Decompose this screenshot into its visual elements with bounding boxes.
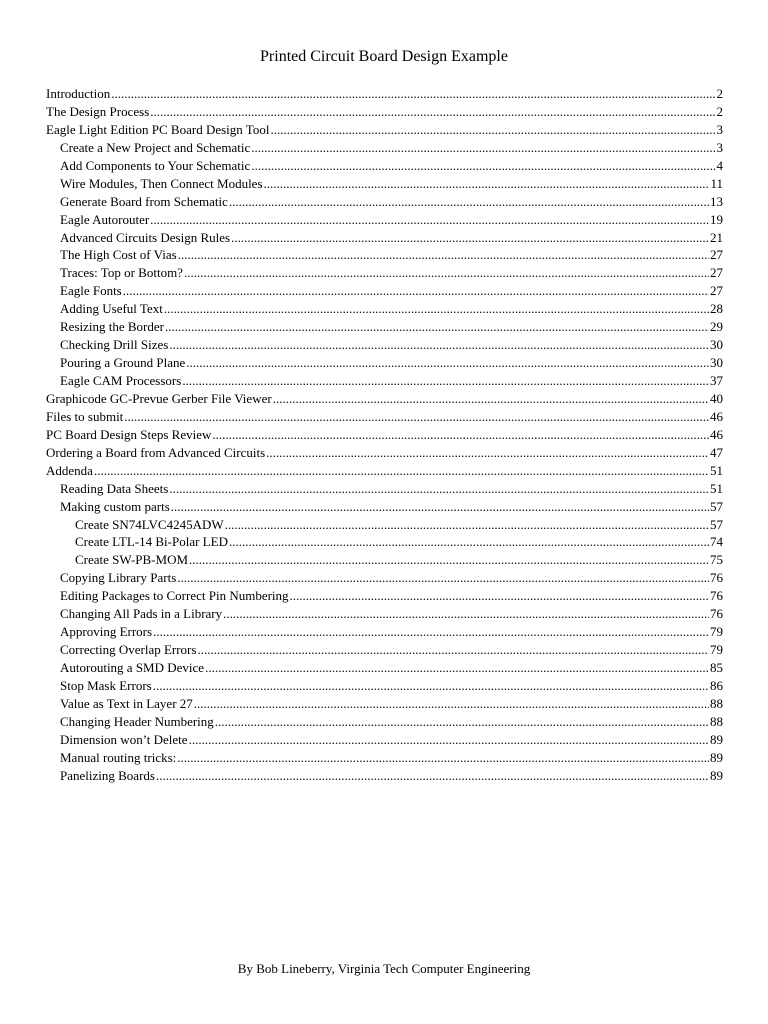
- toc-entry-title: Ordering a Board from Advanced Circuits: [46, 444, 266, 460]
- toc-dot-leader: [194, 695, 709, 713]
- toc-entry[interactable]: [46, 480, 723, 498]
- toc-entry[interactable]: [46, 408, 723, 426]
- toc-entry[interactable]: [46, 229, 723, 247]
- toc-entry-page: 74: [710, 534, 723, 550]
- toc-entry-title: Pouring a Ground Plane: [60, 355, 186, 371]
- toc-entry[interactable]: [46, 282, 723, 300]
- toc-dot-leader: [189, 731, 709, 749]
- toc-dot-leader: [150, 103, 715, 121]
- toc-dot-leader: [177, 569, 709, 587]
- toc-dot-leader: [169, 480, 709, 498]
- toc-entry[interactable]: [46, 641, 723, 659]
- toc-dot-leader: [124, 408, 709, 426]
- toc-entry-page: 27: [710, 247, 723, 263]
- toc-entry-page: 3: [716, 139, 723, 155]
- toc-entry-page: 79: [710, 624, 723, 640]
- toc-entry-page: 47: [710, 444, 723, 460]
- toc-entry-title: Dimension won’t Delete: [60, 731, 188, 747]
- toc-entry[interactable]: [46, 300, 723, 318]
- toc-entry-page: 30: [710, 355, 723, 371]
- toc-entry-title: Create LTL-14 Bi-Polar LED: [75, 534, 228, 550]
- toc-dot-leader: [251, 139, 715, 157]
- toc-dot-leader: [94, 462, 709, 480]
- toc-dot-leader: [150, 211, 709, 229]
- toc-entry-title: The Design Process: [46, 103, 150, 119]
- toc-dot-leader: [273, 390, 709, 408]
- toc-entry-title: Changing All Pads in a Library: [60, 606, 223, 622]
- toc-entry-title: Making custom parts: [60, 498, 170, 514]
- toc-dot-leader: [266, 444, 709, 462]
- toc-entry[interactable]: [46, 193, 723, 211]
- toc-dot-leader: [164, 300, 709, 318]
- toc-dot-leader: [251, 157, 715, 175]
- toc-entry-title: Eagle CAM Processors: [60, 373, 182, 388]
- toc-entry-title: Manual routing tricks:: [60, 749, 177, 765]
- toc-entry-title: Add Components to Your Schematic: [60, 157, 251, 173]
- toc-entry-title: Stop Mask Errors: [60, 677, 152, 693]
- toc-dot-leader: [215, 713, 709, 731]
- toc-entry-page: 37: [710, 373, 723, 388]
- toc-entry-page: 57: [710, 498, 723, 514]
- toc-entry[interactable]: [46, 336, 723, 354]
- toc-entry-title: Approving Errors: [60, 624, 153, 640]
- toc-entry[interactable]: [46, 390, 723, 408]
- toc-dot-leader: [270, 121, 715, 139]
- toc-entry-title: Eagle Autorouter: [60, 211, 150, 227]
- toc-entry-title: Reading Data Sheets: [60, 480, 169, 496]
- toc-entry-page: 86: [710, 677, 723, 693]
- toc-entry[interactable]: [46, 121, 723, 139]
- toc-entry-title: PC Board Design Steps Review: [46, 426, 212, 442]
- toc-entry-page: 85: [710, 660, 723, 675]
- toc-entry-title: Changing Header Numbering: [60, 713, 214, 729]
- toc-dot-leader: [171, 498, 709, 516]
- toc-dot-leader: [165, 318, 709, 336]
- toc-entry[interactable]: [46, 713, 723, 731]
- toc-entry-title: Autorouting a SMD Device: [60, 660, 205, 675]
- toc-dot-leader: [197, 641, 709, 659]
- toc-entry-page: 89: [710, 767, 723, 783]
- toc-dot-leader: [111, 85, 715, 103]
- toc-dot-leader: [153, 677, 709, 695]
- toc-dot-leader: [177, 749, 709, 767]
- toc-entry[interactable]: [46, 157, 723, 175]
- toc-entry-title: Copying Library Parts: [60, 570, 177, 586]
- toc-entry[interactable]: [46, 749, 723, 767]
- toc-entry[interactable]: [46, 677, 723, 695]
- toc-entry-title: Introduction: [46, 86, 111, 101]
- toc-entry[interactable]: [46, 731, 723, 749]
- toc-entry[interactable]: [46, 264, 723, 282]
- toc-dot-leader: [186, 354, 709, 372]
- toc-entry-page: 76: [710, 588, 723, 604]
- toc-entry[interactable]: [46, 659, 723, 677]
- toc-entry-title: Eagle Fonts: [60, 283, 122, 299]
- toc-dot-leader: [182, 372, 709, 390]
- toc-entry[interactable]: [46, 175, 723, 193]
- toc-entry-title: Addenda: [46, 462, 93, 478]
- toc-dot-leader: [231, 229, 709, 247]
- toc-entry-title: Traces: Top or Bottom?: [60, 265, 183, 281]
- toc-entry-page: 11: [710, 175, 723, 191]
- toc-entry-page: 76: [710, 570, 723, 586]
- page-title: Printed Circuit Board Design Example: [260, 48, 508, 65]
- toc-entry[interactable]: [46, 516, 723, 534]
- toc-entry-page: 2: [716, 86, 723, 101]
- toc-entry-title: Adding Useful Text: [60, 301, 163, 317]
- toc-entry-page: 4: [716, 157, 723, 173]
- toc-entry[interactable]: [46, 211, 723, 229]
- toc-entry-page: 19: [710, 211, 723, 227]
- toc-entry[interactable]: [46, 444, 723, 462]
- toc-dot-leader: [212, 426, 709, 444]
- toc-entry-page: 27: [710, 283, 723, 299]
- toc-entry-page: 46: [710, 408, 723, 424]
- toc-entry-page: 89: [710, 731, 723, 747]
- toc-entry[interactable]: [46, 426, 723, 444]
- toc-entry[interactable]: [46, 318, 723, 336]
- toc-entry[interactable]: [46, 695, 723, 713]
- toc-entry-page: 75: [710, 552, 723, 568]
- toc-entry-page: 51: [710, 462, 723, 478]
- toc-entry-page: 30: [710, 337, 723, 353]
- toc-entry-page: 2: [716, 103, 723, 119]
- toc-entry-title: Wire Modules, Then Connect Modules: [60, 175, 263, 191]
- toc-entry-title: Create SN74LVC4245ADW: [75, 516, 224, 532]
- toc-entry-title: Advanced Circuits Design Rules: [60, 229, 231, 245]
- toc-entry[interactable]: [46, 605, 723, 623]
- toc-entry-page: 21: [710, 229, 723, 245]
- toc-entry-page: 76: [710, 606, 723, 622]
- toc-entry-title: Value as Text in Layer 27: [60, 695, 193, 711]
- toc-entry-title: Editing Packages to Correct Pin Numbering: [60, 588, 289, 604]
- toc-dot-leader: [184, 264, 709, 282]
- toc-entry[interactable]: [46, 533, 723, 551]
- toc-entry[interactable]: [46, 139, 723, 157]
- toc-entry-title: Create SW-PB-MOM: [75, 552, 189, 568]
- toc-entry-page: 51: [710, 480, 723, 496]
- toc-entry-title: Generate Board from Schematic: [60, 193, 228, 209]
- toc-dot-leader: [169, 336, 709, 354]
- toc-entry-title: Resizing the Border: [60, 319, 164, 335]
- toc-entry[interactable]: [46, 103, 723, 121]
- toc-entry[interactable]: [46, 498, 723, 516]
- toc-entry-page: 29: [710, 319, 723, 335]
- toc-entry-title: Eagle Light Edition PC Board Design Tool: [46, 121, 270, 137]
- toc-dot-leader: [156, 767, 709, 785]
- toc-entry-page: 28: [710, 301, 723, 317]
- toc-entry[interactable]: [46, 587, 723, 605]
- toc-dot-leader: [123, 282, 709, 300]
- toc-entry-title: Panelizing Boards: [60, 767, 155, 783]
- toc-entry-title: Graphicode GC-Prevue Gerber File Viewer: [46, 390, 272, 406]
- toc-entry-page: 88: [710, 695, 723, 711]
- toc-entry-title: Create a New Project and Schematic: [60, 139, 251, 155]
- author-line: By Bob Lineberry, Virginia Tech Computer Engineering: [237, 961, 531, 976]
- toc-dot-leader: [153, 623, 709, 641]
- toc-dot-leader: [229, 193, 709, 211]
- toc-entry[interactable]: [46, 85, 723, 103]
- toc-entry[interactable]: [46, 767, 723, 785]
- toc-entry-title: The High Cost of Vias: [60, 247, 177, 263]
- table-of-contents: [46, 85, 723, 785]
- toc-dot-leader: [225, 516, 709, 534]
- toc-dot-leader: [290, 587, 709, 605]
- toc-entry-page: 57: [710, 516, 723, 532]
- toc-entry-page: 79: [710, 642, 723, 658]
- toc-dot-leader: [189, 551, 709, 569]
- toc-entry[interactable]: [46, 246, 723, 264]
- toc-entry-title: Correcting Overlap Errors: [60, 642, 197, 658]
- toc-dot-leader: [223, 605, 709, 623]
- toc-entry[interactable]: [46, 569, 723, 587]
- toc-entry-title: Checking Drill Sizes: [60, 337, 169, 353]
- toc-entry-title: Files to submit: [46, 408, 124, 424]
- toc-entry[interactable]: [46, 462, 723, 480]
- toc-entry-page: 27: [710, 265, 723, 281]
- toc-entry-page: 46: [710, 426, 723, 442]
- toc-entry-page: 89: [710, 749, 723, 765]
- toc-dot-leader: [178, 246, 709, 264]
- toc-entry[interactable]: [46, 372, 723, 390]
- toc-entry[interactable]: [46, 623, 723, 641]
- toc-entry[interactable]: [46, 354, 723, 372]
- toc-entry-page: 40: [710, 390, 723, 406]
- toc-dot-leader: [205, 659, 709, 677]
- toc-entry-page: 13: [710, 193, 723, 209]
- toc-entry-page: 88: [710, 713, 723, 729]
- toc-dot-leader: [264, 175, 710, 193]
- toc-entry-page: 3: [716, 121, 723, 137]
- toc-entry[interactable]: [46, 551, 723, 569]
- toc-dot-leader: [229, 533, 709, 551]
